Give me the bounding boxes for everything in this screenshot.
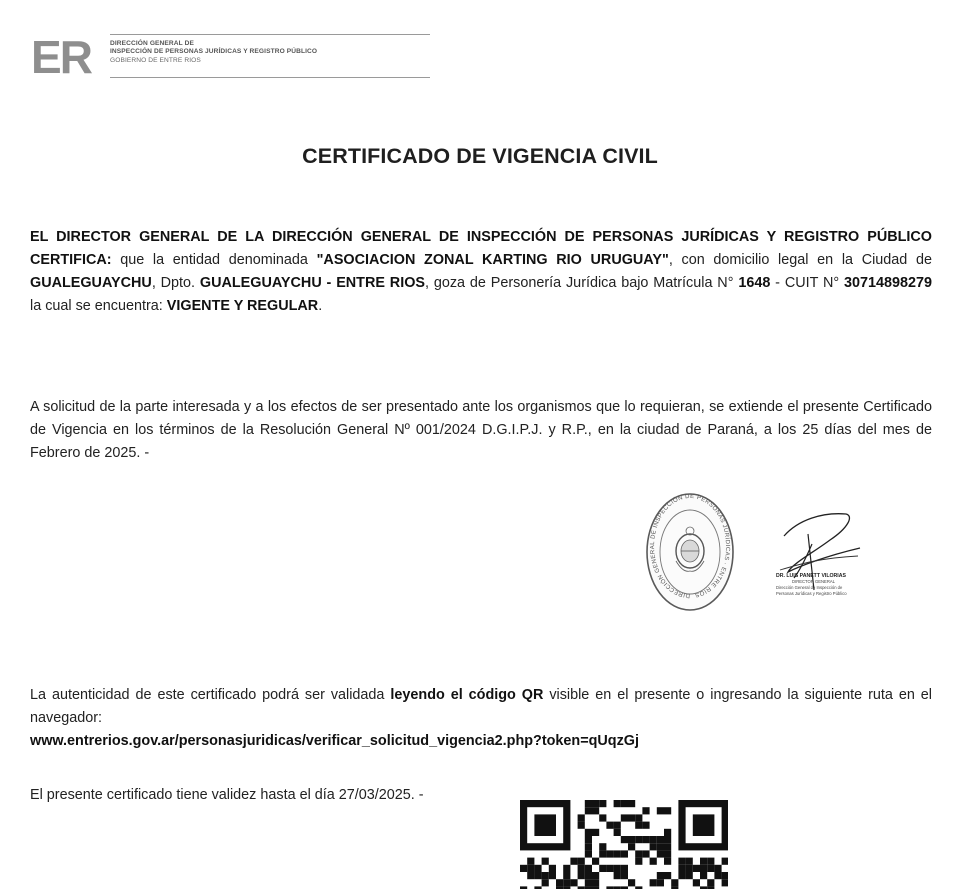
validation-qr-phrase: leyendo el código QR	[390, 687, 544, 703]
certification-intro: EL DIRECTOR GENERAL DE LA DIRECCIÓN GENERAL DE INSPECCIÓN DE PERSONAS JURÍDICAS Y REGISTRO PÚBLICO CERTIFICA:	[30, 229, 932, 268]
matricula-number: 1648	[738, 275, 771, 291]
validity-statement: El presente certificado tiene validez hasta el día 27/03/2025. -	[30, 787, 424, 803]
department-name: GUALEGUAYCHU - ENTRE RIOS	[199, 275, 425, 291]
cert-text-4: , goza de Personería Jurídica bajo Matrícula N°	[425, 275, 739, 291]
document-title: CERTIFICADO DE VIGENCIA CIVIL	[302, 144, 658, 168]
er-logo-icon	[22, 34, 100, 78]
validation-text-1: La autenticidad de este certificado podrá ser validada	[30, 687, 391, 703]
cert-text-2: , con domicilio legal en la Ciudad de	[668, 252, 932, 268]
status-text: VIGENTE Y REGULAR	[166, 298, 319, 314]
cert-text-1: que la entidad denominada	[111, 252, 317, 268]
validation-text-2: visible en el presente o ingresando la siguiente ruta en el navegador:	[30, 687, 933, 726]
logo-letters: ER	[31, 34, 91, 78]
entity-name: "ASOCIACION ZONAL KARTING RIO URUGUAY"	[316, 252, 669, 268]
logo-top-rule	[110, 34, 430, 35]
signer-role-2: Dirección General de Inspección de	[776, 585, 843, 590]
verification-url[interactable]: www.entrerios.gov.ar/personasjuridicas/verificar_solicitud_vigencia2.php?token=qUqzGj	[30, 733, 639, 749]
cert-text-6: la cual se encuentra:	[30, 298, 167, 314]
city-name: GUALEGUAYCHU	[30, 275, 152, 291]
cuit-number: 30714898279	[843, 275, 933, 291]
org-line-3: GOBIERNO DE ENTRE RIOS	[110, 56, 201, 64]
signer-name: DR. LUIS PANETT VILORIAS	[776, 573, 846, 579]
signer-role-1: DIRECTOR GENERAL	[792, 579, 835, 584]
organization-name	[110, 40, 317, 65]
org-line-1: DIRECCIÓN GENERAL DE	[110, 40, 194, 47]
seal-text: DIRECCIÓN GENERAL DE INSPECCIÓN DE PERSONAS JURÍDICAS · ENTRE RIOS	[650, 493, 731, 599]
qr-code-icon	[520, 800, 728, 889]
org-line-2: INSPECCIÓN DE PERSONAS JURÍDICAS Y REGISTRO PÚBLICO	[110, 48, 318, 56]
director-signature	[770, 500, 870, 600]
header	[22, 34, 410, 80]
logo-bottom-rule	[110, 77, 430, 78]
official-seal	[645, 491, 735, 613]
signer-role-3: Personas Jurídicas y Registro Público	[776, 591, 847, 596]
validation-paragraph	[30, 684, 932, 753]
cert-text-3: , Dpto.	[151, 275, 200, 291]
certification-paragraph	[30, 226, 932, 318]
cert-text-5: - CUIT N°	[770, 275, 844, 291]
cert-text-7: .	[318, 298, 323, 314]
request-paragraph: A solicitud de la parte interesada y a los efectos de ser presentado ante los organismos que lo requieran, se extiende el presente Certificado de Vigencia en los términos de la Resolución General Nº 001/2024 D.G.I.P.J. y R.P., en la ciudad de Paraná, a los 25 días del mes de Febrero de 2025. -	[30, 399, 932, 461]
